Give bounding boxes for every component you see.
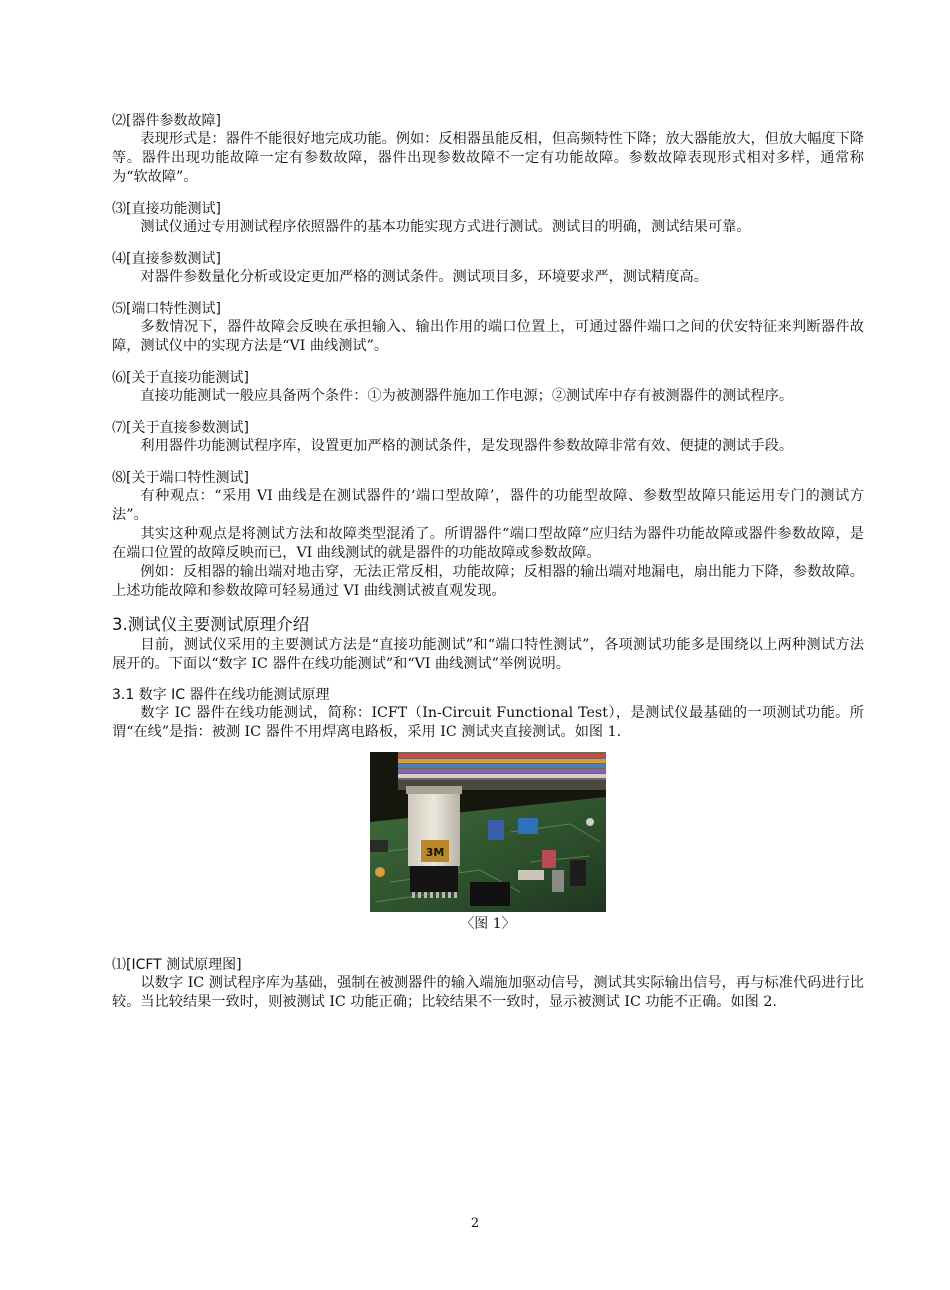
section-heading: ⑺[关于直接参数测试] xyxy=(112,420,249,436)
section-port-characteristic-test xyxy=(112,300,864,356)
paragraph: 例如：反相器的输出端对地击穿，无法正常反相，功能故障；反相器的输出端对地漏电，扇出能力下降，参数故障。上述功能故障和参数故障可轻易通过 VI 曲线测试被直观发现。 xyxy=(112,564,864,599)
paragraph: 测试仪通过专用测试程序依照器件的基本功能实现方式进行测试。测试目的明确，测试结果可靠。 xyxy=(140,219,751,235)
figure-caption: 〈图 1〉 xyxy=(460,916,516,932)
document-page xyxy=(112,112,864,1025)
paragraph: 目前，测试仪采用的主要测试方法是“直接功能测试”和“端口特性测试”，各项测试功能多是围绕以上两种测试方法展开的。下面以“数字 IC 器件在线功能测试”和“VI 曲线测试”举例说明。 xyxy=(112,637,864,672)
section-icft-principle xyxy=(112,956,864,1012)
section-heading: ⑵[器件参数故障] xyxy=(112,113,221,129)
subsection-heading: 3.1 数字 IC 器件在线功能测试原理 xyxy=(112,687,330,703)
section-heading: ⑷[直接参数测试] xyxy=(112,251,221,267)
ic-test-clip-photo xyxy=(370,752,606,912)
chapter-heading: 3.测试仪主要测试原理介绍 xyxy=(112,615,310,634)
section-about-direct-function-test xyxy=(112,369,864,406)
section-direct-function-test xyxy=(112,200,864,237)
clip-logo-text: 3M xyxy=(425,846,445,859)
paragraph: 利用器件功能测试程序库，设置更加严格的测试条件，是发现器件参数故障非常有效、便捷的测试手段。 xyxy=(140,438,794,454)
section-about-direct-parameter-test xyxy=(112,419,864,456)
section-device-parameter-fault xyxy=(112,112,864,187)
paragraph: 表现形式是：器件不能很好地完成功能。例如：反相器虽能反相，但高频特性下降；放大器能放大，但放大幅度下降等。器件出现功能故障一定有参数故障，器件出现参数故障不一定有功能故障。参数故障表现形式相对多样，通常称为“软故障”。 xyxy=(112,131,864,185)
figure-1 xyxy=(368,752,608,934)
section-direct-parameter-test xyxy=(112,250,864,287)
section-about-port-characteristic-test xyxy=(112,469,864,601)
paragraph: 多数情况下，器件故障会反映在承担输入、输出作用的端口位置上，可通过器件端口之间的伏安特征来判断器件故障，测试仪中的实现方法是“VI 曲线测试”。 xyxy=(112,319,864,354)
section-heading: ⑹[关于直接功能测试] xyxy=(112,370,249,386)
paragraph: 以数字 IC 测试程序库为基础，强制在被测器件的输入端施加驱动信号，测试其实际输出信号，再与标准代码进行比较。当比较结果一致时，则被测试 IC 功能正确；比较结果不一致时，显示被测试 IC 功能不正确。如图 2. xyxy=(112,975,864,1010)
section-heading: ⑴[ICFT 测试原理图] xyxy=(112,957,242,973)
paragraph: 直接功能测试一般应具备两个条件：①为被测器件施加工作电源；②测试库中存有被测器件的测试程序。 xyxy=(140,388,794,404)
paragraph: 其实这种观点是将测试方法和故障类型混淆了。所谓器件“端口型故障”应归结为器件功能故障或器件参数故障，是在端口位置的故障反映而已，VI 曲线测试的就是器件的功能故障或参数故障。 xyxy=(112,526,864,561)
paragraph: 有种观点：“采用 VI 曲线是在测试器件的‘端口型故障’，器件的功能型故障、参数型故障只能运用专门的测试方法”。 xyxy=(112,488,864,523)
paragraph: 数字 IC 器件在线功能测试，简称：ICFT（In-Circuit Functional Test），是测试仪最基础的一项测试功能。所谓“在线”是指：被测 IC 器件不用焊离电路板，采用 IC 测试夹直接测试。如图 1. xyxy=(112,705,864,740)
section-heading: ⑶[直接功能测试] xyxy=(112,201,221,217)
paragraph: 对器件参数量化分析或设定更加严格的测试条件。测试项目多，环境要求严，测试精度高。 xyxy=(140,269,708,285)
section-heading: ⑸[端口特性测试] xyxy=(112,301,221,317)
circuit-board-image xyxy=(370,752,606,912)
section-heading: ⑻[关于端口特性测试] xyxy=(112,470,249,486)
page-number: 2 xyxy=(470,1216,480,1231)
